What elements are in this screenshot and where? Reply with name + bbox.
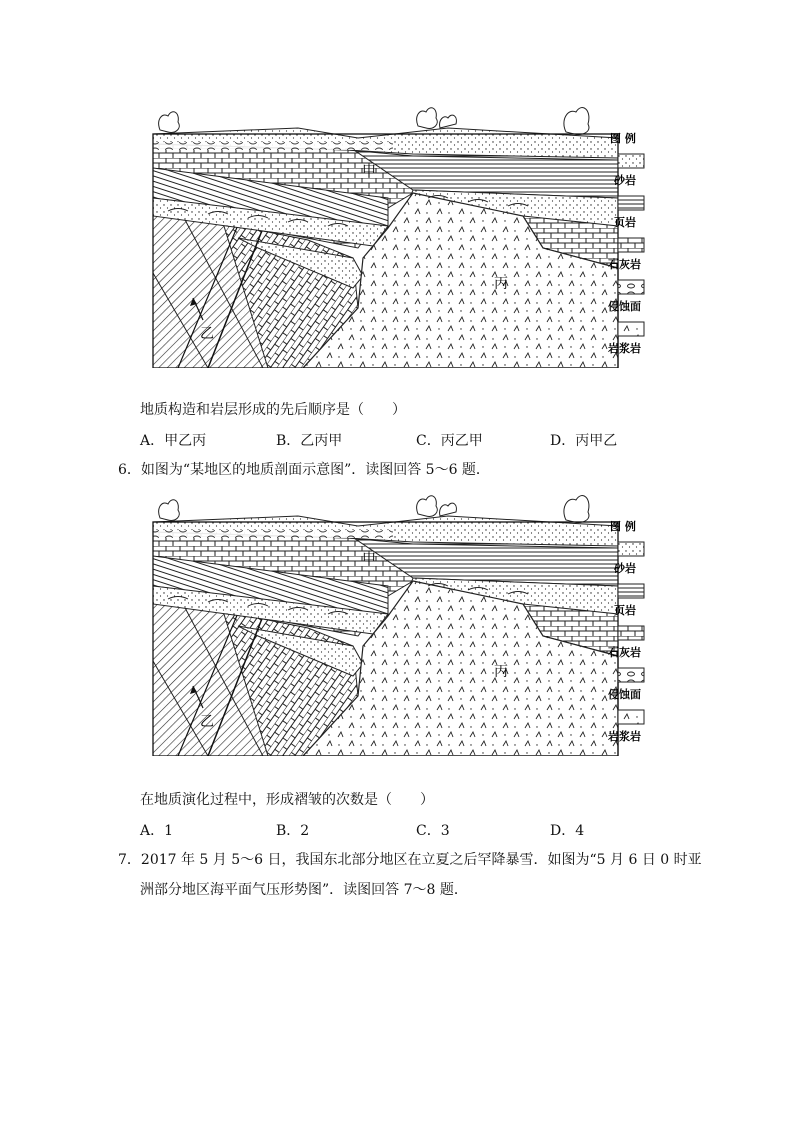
q6-intro: 6．如图为“某地区的地质剖面示意图”．读图回答 5～6 题． xyxy=(118,462,490,478)
q5-stem: 地质构造和岩层形成的先后顺序是（ ） xyxy=(140,402,406,418)
legend-limestone: 石灰岩 xyxy=(608,258,641,271)
q5-option-c: C．丙乙甲 xyxy=(416,433,483,449)
q5-option-b: B．乙丙甲 xyxy=(276,433,343,449)
label-bing: 丙 xyxy=(494,276,508,292)
legend-title: 图 例 xyxy=(610,132,636,145)
q5-option-d: D．丙甲乙 xyxy=(550,433,618,449)
label-bing: 丙 xyxy=(494,664,508,680)
geologic-section-svg xyxy=(148,98,658,368)
legend-erosion-surface: 侵蚀面 xyxy=(608,688,641,701)
label-jia: 甲 xyxy=(362,552,376,568)
q6-option-c: C．3 xyxy=(416,823,450,839)
q6-stem: 在地质演化过程中，形成褶皱的次数是（ ） xyxy=(140,792,434,808)
label-yi: 乙 xyxy=(200,326,214,342)
legend-sandstone: 砂岩 xyxy=(614,562,636,575)
legend-shale: 页岩 xyxy=(614,216,636,229)
geologic-section-figure-1 xyxy=(148,98,658,368)
label-yi: 乙 xyxy=(200,714,214,730)
section-body xyxy=(153,496,618,756)
geologic-section-figure-2 xyxy=(148,486,658,756)
legend-title: 图 例 xyxy=(610,520,636,533)
q6-option-a: A．1 xyxy=(140,823,174,839)
legend-limestone: 石灰岩 xyxy=(608,646,641,659)
legend-sandstone: 砂岩 xyxy=(614,174,636,187)
q7-line1: 7．2017 年 5 月 5～6 日，我国东北部分地区在立夏之后罕降暴雪．如图为“5 月 6 日 0 时亚 xyxy=(118,852,702,868)
section-body xyxy=(153,108,618,368)
legend-shale: 页岩 xyxy=(614,604,636,617)
legend-igneous: 岩浆岩 xyxy=(608,730,641,743)
q7-line2: 洲部分地区海平面气压形势图”．读图回答 7～8 题． xyxy=(140,882,468,898)
legend-erosion-surface: 侵蚀面 xyxy=(608,300,641,313)
q6-option-b: B．2 xyxy=(276,823,310,839)
label-jia: 甲 xyxy=(362,164,376,180)
q5-option-a: A．甲乙丙 xyxy=(140,433,207,449)
legend-igneous: 岩浆岩 xyxy=(608,342,641,355)
geologic-section-svg xyxy=(148,486,658,756)
q6-option-d: D．4 xyxy=(550,823,585,839)
